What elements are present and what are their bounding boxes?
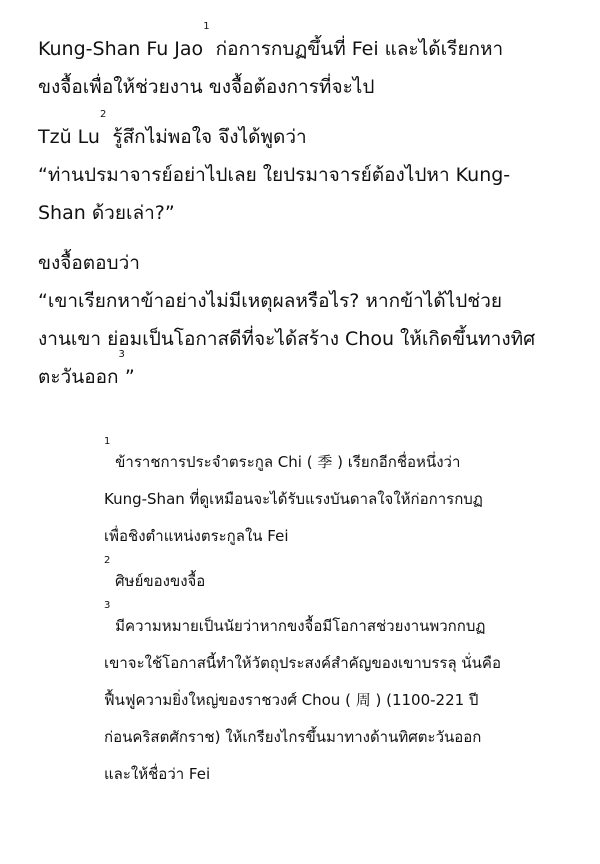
footnote-text: เขาจะใช้โอกาสนี้ทำให้วัตถุประสงค์สำคัญของเขาบรรลุ นั่นคือ: [104, 654, 501, 672]
footnote-3: [104, 600, 574, 793]
text-span: “เขาเรียกหาข้าอย่างไม่มีเหตุผลหรือไร? หากข้าได้ไปช่วย: [38, 290, 502, 312]
footnote-line: [104, 555, 574, 600]
footnote-ref-1: 1: [203, 21, 210, 32]
footnote-text: ฟื้นฟูความยิ่งใหญ่ของราชวงศ์ Chou ( 周 ) (1100-221 ปี: [104, 691, 479, 709]
text-span: Shan ด้วยเล่า?”: [38, 202, 175, 224]
footnote-text: เพื่อชิงตำแหน่งตระกูลใน Fei: [104, 527, 289, 545]
paragraph-kung-shan-rebellion: [38, 21, 562, 106]
text-span: ขงจื้อเพื่อให้ช่วยงาน ขงจื้อต้องการที่จะไป: [38, 76, 375, 98]
paragraph-confucius-reply: [38, 244, 562, 396]
text-span: ก่อการกบฏขึ้นที่ Fei และได้เรียกหา: [209, 38, 504, 60]
text-line: [38, 244, 562, 282]
footnote-2: [104, 555, 574, 600]
footnote-line: [104, 645, 574, 682]
footnote-text: ศิษย์ของขงจื้อ: [115, 572, 206, 590]
footnote-line: [104, 756, 574, 793]
footnote-text: ข้าราชการประจำตระกูล Chi ( 季 ) เรียกอีกชื่อหนึ่งว่า: [115, 453, 461, 471]
text-line: [38, 68, 562, 106]
footnote-line: [104, 600, 574, 645]
footnotes: [104, 436, 574, 801]
footnote-ref-3: 3: [118, 349, 125, 360]
main-text: [38, 21, 562, 396]
footnote-line: [104, 481, 574, 518]
text-span: ขงจื้อตอบว่า: [38, 252, 140, 274]
text-line: [38, 349, 562, 396]
footnote-marker-3: 3: [104, 600, 111, 611]
text-line: [38, 320, 562, 358]
text-span: Kung-Shan Fu Jao: [38, 38, 204, 60]
text-line: [38, 282, 562, 320]
text-span: “ท่านปรมาจารย์อย่าไปเลย ใยปรมาจารย์ต้องไปหา Kung-: [38, 164, 511, 186]
footnote-1: [104, 436, 574, 555]
footnote-line: [104, 719, 574, 756]
footnote-text: มีความหมายเป็นนัยว่าหากขงจื้อมีโอกาสช่วยงานพวกกบฏ: [115, 617, 486, 635]
footnote-text: และให้ชื่อว่า Fei: [104, 765, 211, 783]
text-span: งานเขา ย่อมเป็นโอกาสดีที่จะได้สร้าง Chou ให้เกิดขึ้นทางทิศ: [38, 328, 536, 350]
text-line: [38, 194, 562, 232]
text-line: [38, 21, 562, 68]
text-span: รู้สึกไม่พอใจ จึงได้พูดว่า: [106, 126, 307, 148]
footnote-line: [104, 436, 574, 481]
footnote-marker-1: 1: [104, 436, 111, 447]
text-span: Tzŭ Lu: [38, 126, 100, 148]
text-span: ตะวันออก: [38, 366, 119, 388]
text-span: ”: [124, 366, 135, 388]
text-line: [38, 156, 562, 194]
footnote-text: ก่อนคริสตศักราช) ให้เกรียงไกรขึ้นมาทางด้านทิศตะวันออก: [104, 728, 482, 746]
footnote-marker-2: 2: [104, 555, 111, 566]
footnote-line: [104, 682, 574, 719]
footnote-line: [104, 518, 574, 555]
paragraph-tzu-lu-objection: [38, 109, 562, 232]
text-line: [38, 109, 562, 156]
footnote-text: Kung-Shan ที่ดูเหมือนจะได้รับแรงบันดาลใจให้ก่อการกบฏ: [104, 490, 483, 508]
footnote-ref-2: 2: [99, 109, 107, 120]
